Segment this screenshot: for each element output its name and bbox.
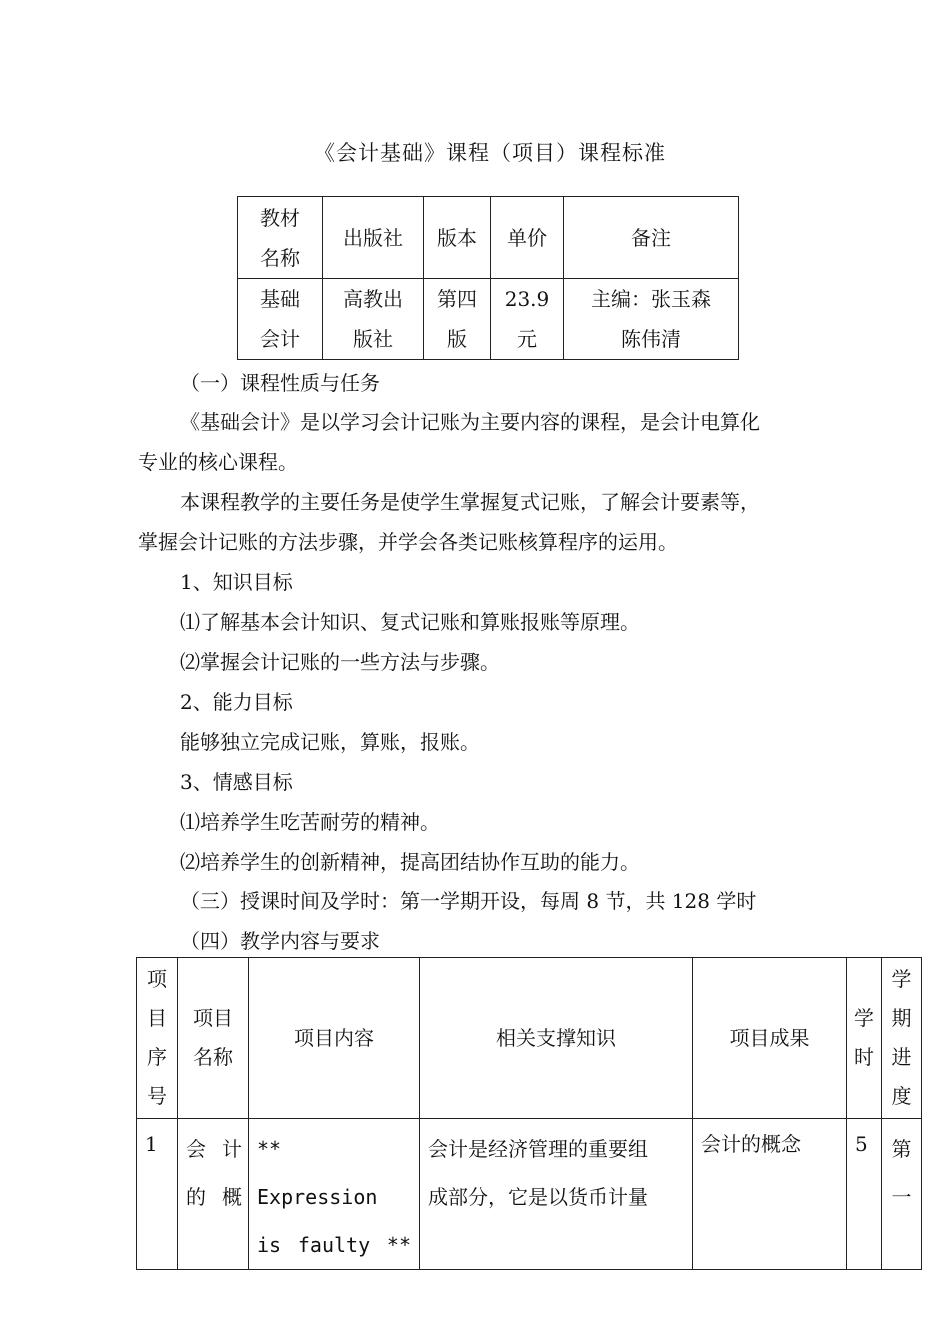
emotion-goal-item-1: ⑴培养学生吃苦耐劳的精神。: [180, 810, 440, 834]
header-project-name: 项目 名称: [178, 958, 249, 1119]
table-header-row: [137, 958, 922, 1119]
header-remarks: 备注: [564, 197, 739, 279]
header-publisher: 出版社: [323, 197, 424, 279]
cell-price: 23.9 元: [491, 279, 564, 360]
section-4-heading: （四）教学内容与要求: [180, 929, 380, 953]
header-semester-progress: 学 期 进 度: [882, 958, 922, 1119]
section-1-heading: （一）课程性质与任务: [180, 371, 380, 395]
page-title: 《会计基础》课程（项目）课程标准: [314, 141, 666, 165]
table-header-row: [238, 197, 739, 279]
textbook-table: [237, 196, 739, 360]
table-row: [238, 279, 739, 360]
knowledge-goal-item-1: ⑴了解基本会计知识、复式记账和算账报账等原理。: [180, 610, 640, 634]
header-price: 单价: [491, 197, 564, 279]
emotion-goal-item-2: ⑵培养学生的创新精神，提高团结协作互助的能力。: [180, 850, 640, 874]
cell-project-number: 1: [137, 1119, 178, 1270]
ability-goal-item: 能够独立完成记账，算账，报账。: [180, 730, 480, 754]
header-edition: 版本: [424, 197, 491, 279]
cell-supporting-knowledge: 会计是经济管理的重要组 成部分，它是以货币计量: [420, 1119, 693, 1270]
knowledge-goal-item-2: ⑵掌握会计记账的一些方法与步骤。: [180, 650, 500, 674]
header-class-hours: 学 时: [847, 958, 882, 1119]
cell-project-content: ** Expression is faulty **: [249, 1119, 420, 1270]
header-textbook-name: 教材 名称: [238, 197, 323, 279]
paragraph-2-line-2: 掌握会计记账的方法步骤，并学会各类记账核算程序的运用。: [138, 530, 678, 554]
cell-remarks: 主编：张玉森 陈伟清: [564, 279, 739, 360]
paragraph-1-line-1: 《基础会计》是以学习会计记账为主要内容的课程，是会计电算化: [180, 410, 760, 434]
cell-class-hours: 5: [847, 1119, 882, 1270]
cell-semester-progress: 第 一: [882, 1119, 922, 1270]
cell-edition: 第四 版: [424, 279, 491, 360]
ability-goal-heading: 2、能力目标: [180, 690, 293, 714]
header-project-result: 项目成果: [693, 958, 847, 1119]
paragraph-1-line-2: 专业的核心课程。: [138, 450, 298, 474]
cell-project-name: 会 计 的 概: [178, 1119, 249, 1270]
table-row: [137, 1119, 922, 1270]
header-project-number: 项 目 序 号: [137, 958, 178, 1119]
section-3-heading: （三）授课时间及学时：第一学期开设，每周 8 节，共 128 学时: [180, 889, 757, 913]
paragraph-2-line-1: 本课程教学的主要任务是使学生掌握复式记账，了解会计要素等，: [180, 490, 760, 514]
header-project-content: 项目内容: [249, 958, 420, 1119]
cell-project-result: 会计的概念: [693, 1119, 847, 1270]
emotion-goal-heading: 3、情感目标: [180, 770, 293, 794]
header-supporting-knowledge: 相关支撑知识: [420, 958, 693, 1119]
cell-textbook-name: 基础 会计: [238, 279, 323, 360]
cell-publisher: 高教出 版社: [323, 279, 424, 360]
teaching-content-table: [136, 957, 922, 1270]
knowledge-goal-heading: 1、知识目标: [180, 570, 293, 594]
